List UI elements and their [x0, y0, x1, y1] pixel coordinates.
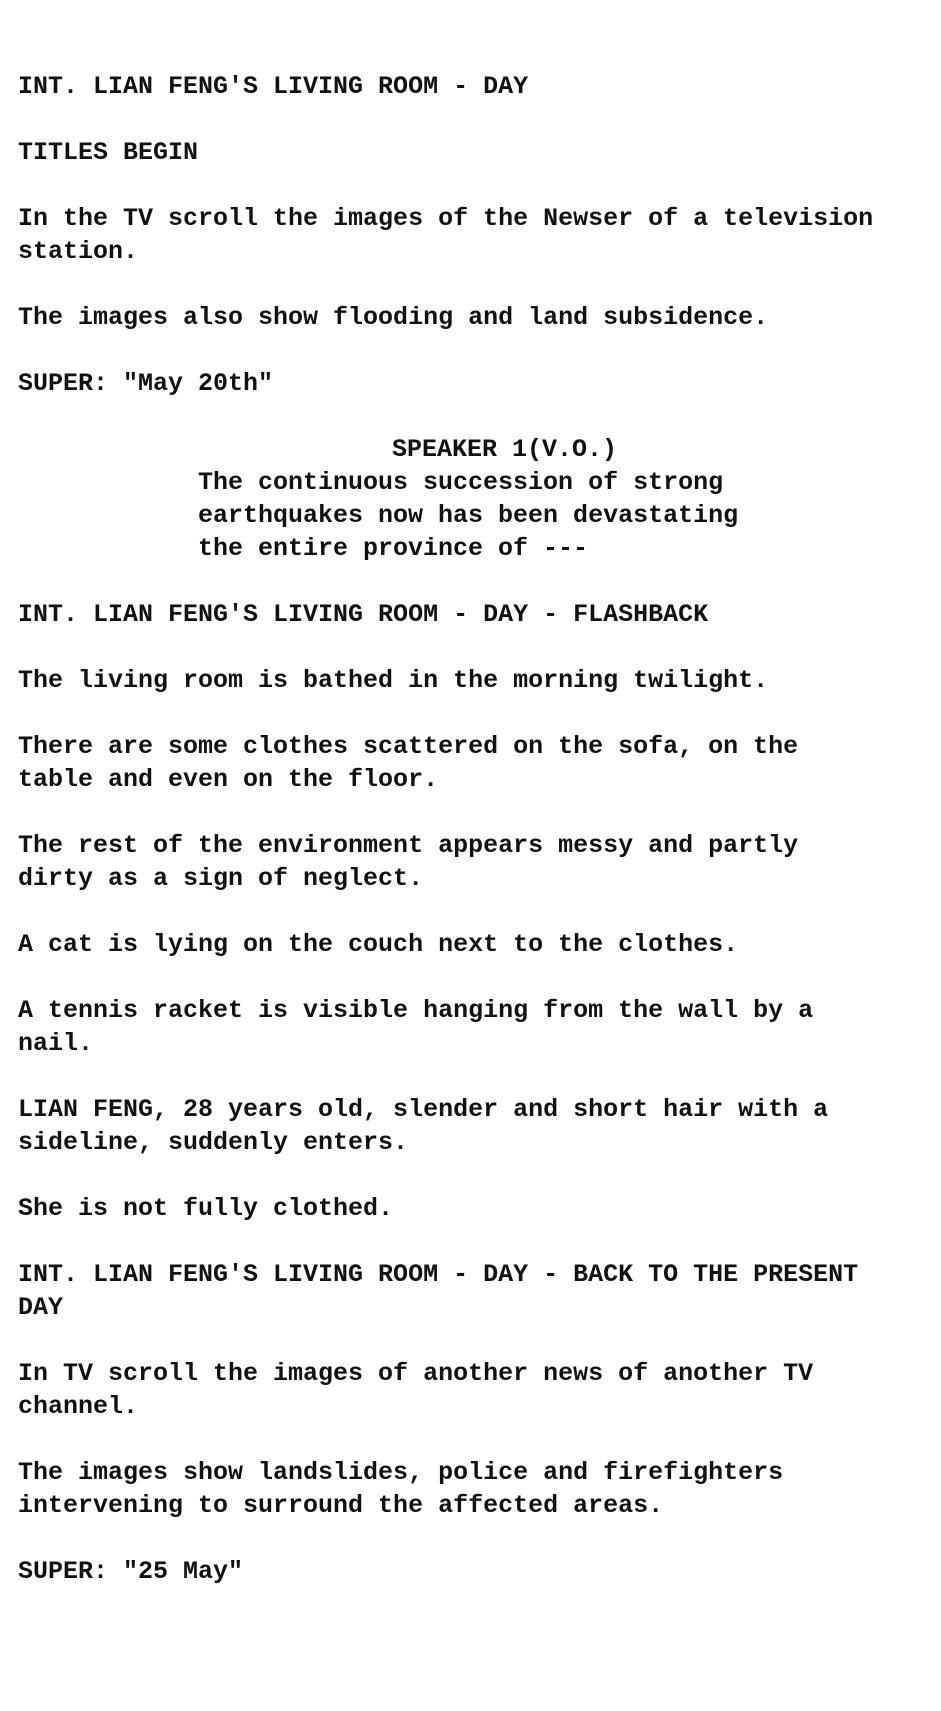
action-text: nail.: [18, 1029, 94, 1058]
action-text: In TV scroll the images of another news of another TV: [18, 1359, 814, 1388]
action-text: A tennis racket is visible hanging from the wall by a: [18, 996, 814, 1025]
action-text: She is not fully clothed.: [18, 1194, 394, 1223]
action-text: station.: [18, 237, 139, 266]
action-text: LIAN FENG, 28 years old, slender and short hair with a: [18, 1095, 829, 1124]
dialogue-text: The continuous succession of strong: [198, 468, 724, 497]
action-text: dirty as a sign of neglect.: [18, 864, 424, 893]
character-name: SPEAKER 1(V.O.): [392, 435, 618, 464]
action-text: sideline, suddenly enters.: [18, 1128, 409, 1157]
titles-text: TITLES BEGIN: [18, 138, 199, 167]
dialogue-text: the entire province of ---: [198, 534, 589, 563]
super-text: SUPER: "25 May": [18, 1557, 244, 1586]
dialogue-text: earthquakes now has been devastating: [198, 501, 739, 530]
action-text: The rest of the environment appears messy and partly: [18, 831, 799, 860]
scene-heading: INT. LIAN FENG'S LIVING ROOM - DAY - FLASHBACK: [18, 600, 709, 629]
action-text: There are some clothes scattered on the sofa, on the: [18, 732, 799, 761]
action-text: table and even on the floor.: [18, 765, 439, 794]
action-text: In the TV scroll the images of the Newser of a television: [18, 204, 874, 233]
action-text: channel.: [18, 1392, 139, 1421]
action-text: A cat is lying on the couch next to the clothes.: [18, 930, 739, 959]
action-text: The images also show flooding and land subsidence.: [18, 303, 769, 332]
scene-heading: DAY: [18, 1293, 64, 1322]
action-text: intervening to surround the affected areas.: [18, 1491, 664, 1520]
scene-heading: INT. LIAN FENG'S LIVING ROOM - DAY: [18, 72, 529, 101]
action-text: The images show landslides, police and firefighters: [18, 1458, 784, 1487]
action-text: The living room is bathed in the morning twilight.: [18, 666, 769, 695]
super-text: SUPER: "May 20th": [18, 369, 274, 398]
scene-heading: INT. LIAN FENG'S LIVING ROOM - DAY - BACK TO THE PRESENT: [18, 1260, 859, 1289]
